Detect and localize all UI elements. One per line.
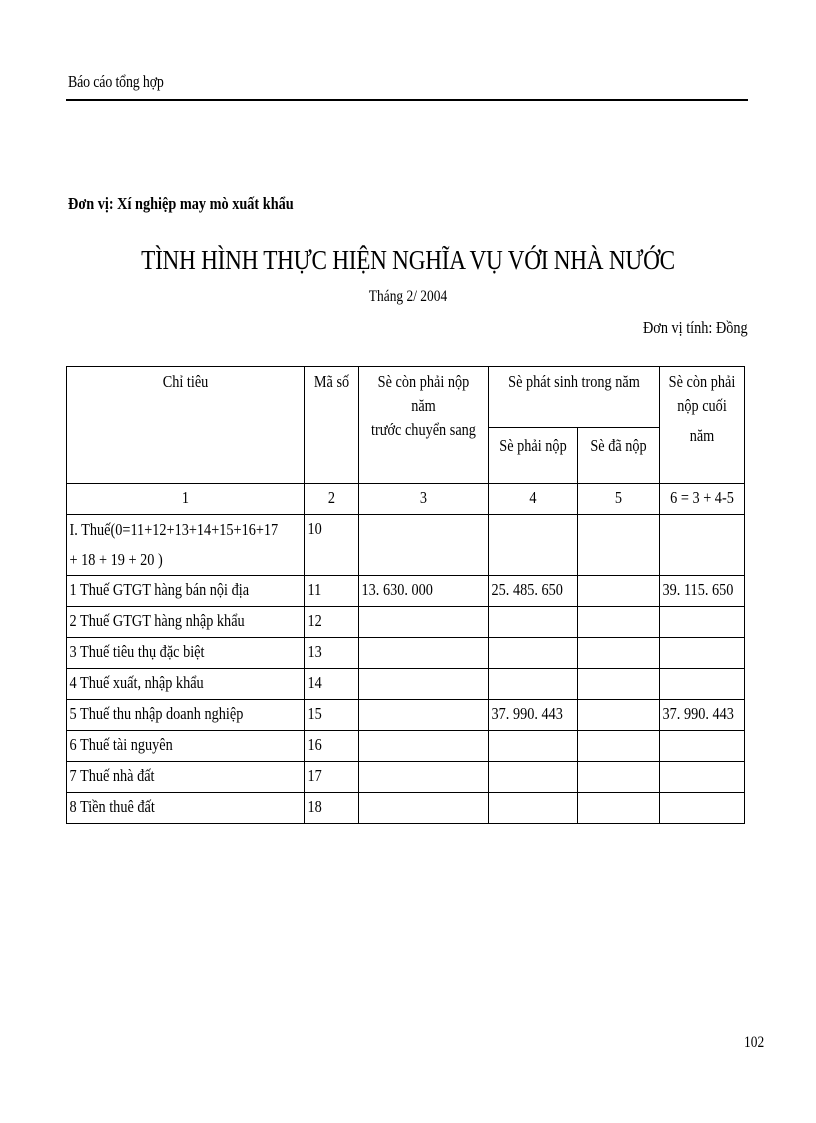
- tax-obligation-table: [66, 366, 745, 824]
- row-label: 3 Thuế tiêu thụ đặc biệt: [67, 638, 305, 669]
- row-label: 7 Thuế nhà đất: [67, 762, 305, 793]
- row-opening: [359, 762, 489, 793]
- table-row: [67, 793, 745, 824]
- row-code: 15: [305, 700, 359, 731]
- row-opening: [359, 731, 489, 762]
- header-ma-so: Mã số: [305, 367, 359, 484]
- row-paid: [578, 700, 660, 731]
- document-subtitle: Tháng 2/ 2004: [368, 288, 448, 305]
- row-closing: [660, 638, 745, 669]
- row-code: 17: [305, 762, 359, 793]
- row-payable: 25. 485. 650: [489, 576, 578, 607]
- row-payable: [489, 762, 578, 793]
- column-number-6: 6 = 3 + 4-5: [660, 484, 745, 515]
- column-number-5: 5: [578, 484, 660, 515]
- row-closing: 37. 990. 443: [660, 700, 745, 731]
- column-number-2: 2: [305, 484, 359, 515]
- row-label: 6 Thuế tài nguyên: [67, 731, 305, 762]
- row-paid: [578, 669, 660, 700]
- table-row: [67, 576, 745, 607]
- header-paid: Sè đã nộp: [578, 428, 660, 484]
- row-opening: [359, 515, 489, 576]
- table-row: [67, 700, 745, 731]
- row-opening: 13. 630. 000: [359, 576, 489, 607]
- document-title: TÌNH HÌNH THỰC HIỆN NGHĨA VỤ VỚI NHÀ NƯỚC: [141, 245, 675, 275]
- header-closing-balance: Sè còn phải nộp cuối năm: [660, 367, 745, 484]
- header-arising: Sè phát sinh trong năm: [489, 367, 660, 428]
- header-chi-tieu: Chỉ tiêu: [67, 367, 305, 484]
- row-code: 16: [305, 731, 359, 762]
- row-paid: [578, 576, 660, 607]
- row-code: 18: [305, 793, 359, 824]
- row-paid: [578, 793, 660, 824]
- row-closing: [660, 793, 745, 824]
- row-label: 5 Thuế thu nhập doanh nghiệp: [67, 700, 305, 731]
- row-closing: 39. 115. 650: [660, 576, 745, 607]
- row-code: 13: [305, 638, 359, 669]
- table-row: [67, 731, 745, 762]
- table-header-row: [67, 367, 745, 428]
- table-row: [67, 515, 745, 576]
- organization-unit: Đơn vị: Xí nghiệp may mò xuất khẩu: [68, 194, 294, 213]
- row-label: 2 Thuế GTGT hàng nhập khẩu: [67, 607, 305, 638]
- row-code: 10: [305, 515, 359, 576]
- row-payable: [489, 638, 578, 669]
- page-header-title: Báo cáo tổng hợp: [68, 72, 164, 91]
- row-label: 8 Tiền thuê đất: [67, 793, 305, 824]
- row-payable: [489, 731, 578, 762]
- row-paid: [578, 515, 660, 576]
- table-row: [67, 638, 745, 669]
- currency-unit-label: Đơn vị tính: Đồng: [643, 318, 748, 337]
- row-opening: [359, 638, 489, 669]
- header-divider: [66, 99, 748, 101]
- row-paid: [578, 731, 660, 762]
- row-closing: [660, 607, 745, 638]
- row-opening: [359, 669, 489, 700]
- row-opening: [359, 607, 489, 638]
- column-number-row: [67, 484, 745, 515]
- row-payable: [489, 607, 578, 638]
- row-closing: [660, 762, 745, 793]
- page-number: 102: [744, 1034, 765, 1051]
- row-opening: [359, 793, 489, 824]
- row-opening: [359, 700, 489, 731]
- column-number-4: 4: [489, 484, 578, 515]
- row-label: I. Thuế(0=11+12+13+14+15+16+17 + 18 + 19 + 20 ): [67, 515, 305, 576]
- row-paid: [578, 607, 660, 638]
- row-label: 1 Thuế GTGT hàng bán nội địa: [67, 576, 305, 607]
- column-number-1: 1: [67, 484, 305, 515]
- row-paid: [578, 762, 660, 793]
- table-row: [67, 607, 745, 638]
- header-opening-balance: Sè còn phải nộp năm trước chuyển sang: [359, 367, 489, 484]
- row-payable: 37. 990. 443: [489, 700, 578, 731]
- row-closing: [660, 515, 745, 576]
- table-row: [67, 762, 745, 793]
- row-label: 4 Thuế xuất, nhập khẩu: [67, 669, 305, 700]
- row-payable: [489, 515, 578, 576]
- row-payable: [489, 669, 578, 700]
- row-paid: [578, 638, 660, 669]
- row-code: 14: [305, 669, 359, 700]
- table-row: [67, 669, 745, 700]
- row-payable: [489, 793, 578, 824]
- row-closing: [660, 669, 745, 700]
- header-payable: Sè phải nộp: [489, 428, 578, 484]
- column-number-3: 3: [359, 484, 489, 515]
- row-closing: [660, 731, 745, 762]
- row-code: 12: [305, 607, 359, 638]
- row-code: 11: [305, 576, 359, 607]
